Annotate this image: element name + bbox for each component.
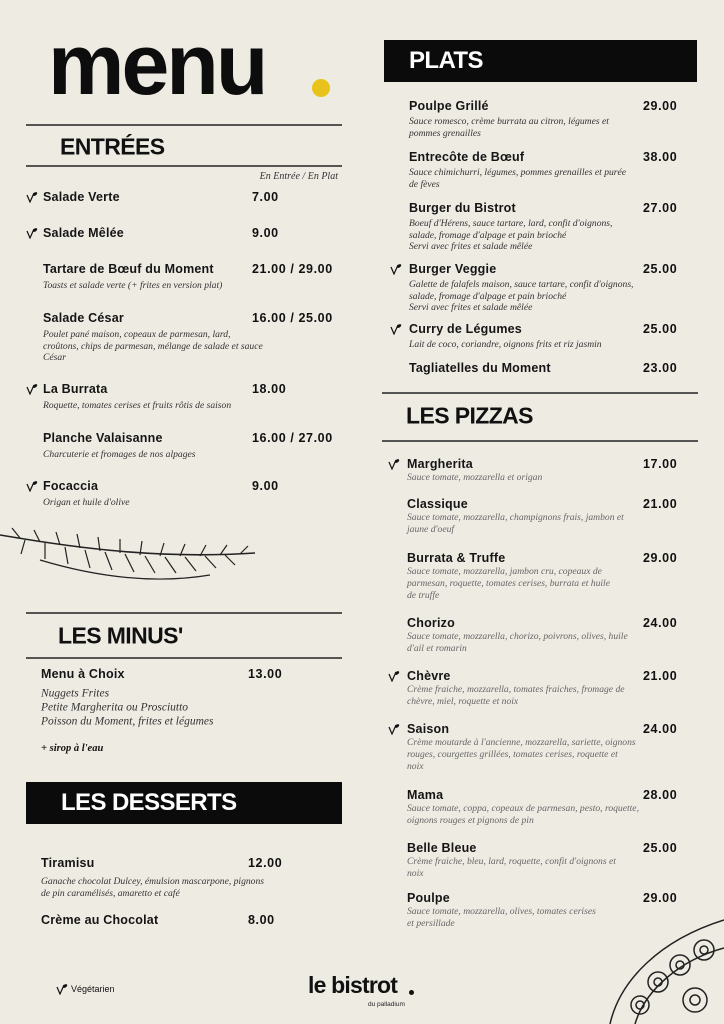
menu-item-name: Chèvre xyxy=(407,669,451,683)
vegetarian-icon xyxy=(388,670,400,682)
menu-item-price: 18.00 xyxy=(252,382,287,396)
menu-item-price: 8.00 xyxy=(248,913,275,927)
menu-item-description: croûtons, chips de parmesan, mélange de salade et sauce xyxy=(43,340,263,352)
section-bar-plats xyxy=(384,40,697,82)
vegetarian-icon xyxy=(390,263,402,275)
brand-logo: le bistrot xyxy=(308,972,398,998)
section-title-entrees: ENTRÉES xyxy=(60,133,165,160)
vegetarian-icon xyxy=(388,723,400,735)
menu-item-price: 25.00 xyxy=(643,841,678,855)
menu-item-price: 29.00 xyxy=(643,891,678,905)
menu-item-description: Servi avec frites et salade mêlée xyxy=(409,241,533,253)
menu-item-price: 13.00 xyxy=(248,667,283,681)
menu-item-name: Tagliatelles du Moment xyxy=(409,361,551,375)
menu-item-description: Origan et huile d'olive xyxy=(43,497,130,509)
menu-item-name: Burger Veggie xyxy=(409,262,497,276)
menu-item-name: Salade Mêlée xyxy=(43,226,124,240)
menu-item-price: 24.00 xyxy=(643,722,678,736)
menu-item-description: pommes grenailles xyxy=(409,127,481,139)
menu-item-description: de fèves xyxy=(409,178,440,190)
menu-item-name: Chorizo xyxy=(407,616,455,630)
vegetarian-icon xyxy=(26,383,38,395)
vegetarian-icon xyxy=(26,227,38,239)
menu-item-name: Tartare de Bœuf du Moment xyxy=(43,262,214,276)
menu-item-description: Servi avec frites et salade mêlée xyxy=(409,302,533,314)
section-title-plats: PLATS xyxy=(409,47,483,74)
menu-item-name: Focaccia xyxy=(43,479,99,493)
menu-item-price: 28.00 xyxy=(643,788,678,802)
menu-item-description: oignons rouges et pignons de pin xyxy=(407,815,534,827)
menu-item-description: Petite Margherita ou Prosciutto xyxy=(41,701,189,714)
vegetarian-legend-label: Végétarien xyxy=(71,984,115,994)
menu-item-price: 12.00 xyxy=(248,856,283,870)
menu-item-description: salade, fromage d'alpage et pain brioché xyxy=(409,229,567,241)
minus-extra-note: + sirop à l'eau xyxy=(41,743,104,754)
menu-item-description: rouges, courgettes grillées, tomates cerises, roquette et xyxy=(407,749,618,761)
menu-item-name: Curry de Légumes xyxy=(409,322,522,336)
vegetarian-icon xyxy=(26,191,38,203)
menu-item-price: 29.00 xyxy=(643,99,678,113)
menu-item-price: 9.00 xyxy=(252,479,279,493)
menu-item-name: La Burrata xyxy=(43,382,108,396)
menu-item-description: Sauce tomate, mozzarella et origan xyxy=(407,472,543,484)
menu-item-description: Toasts et salade verte (+ frites en version plat) xyxy=(43,280,223,292)
brand-logo-subtitle: du palladium xyxy=(368,1001,405,1008)
menu-item-description: Sauce tomate, coppa, copeaux de parmesan, pesto, roquette, xyxy=(407,803,639,815)
menu-item-name: Belle Bleue xyxy=(407,841,477,855)
menu-item-description: Poulet pané maison, copeaux de parmesan, lard, xyxy=(43,329,231,341)
menu-item-price: 17.00 xyxy=(643,457,678,471)
menu-item-description: Roquette, tomates cerises et fruits rôtis de saison xyxy=(43,400,232,412)
brand-logo-dot xyxy=(409,990,414,995)
rosemary-illustration xyxy=(0,515,260,595)
menu-item-price: 21.00 / 29.00 xyxy=(252,262,333,276)
divider xyxy=(26,165,342,167)
menu-item-name: Mama xyxy=(407,788,444,802)
menu-item-price: 24.00 xyxy=(643,616,678,630)
menu-item-name: Tiramisu xyxy=(41,856,95,870)
menu-item-price: 16.00 / 27.00 xyxy=(252,431,333,445)
menu-item-description: jaune d'oeuf xyxy=(407,524,455,536)
menu-item-price: 9.00 xyxy=(252,226,279,240)
menu-item-description: Sauce tomate, mozzarella, chorizo, poivrons, olives, huile xyxy=(407,631,628,643)
menu-item-description: parmesan, roquette, tomates cerises, burrata et huile xyxy=(407,578,610,590)
menu-item-price: 25.00 xyxy=(643,262,678,276)
section-title-desserts: LES DESSERTS xyxy=(61,789,237,816)
divider xyxy=(382,392,698,394)
menu-item-description: Lait de coco, coriandre, oignons frits et riz jasmin xyxy=(409,339,602,351)
menu-item-description: Boeuf d'Hérens, sauce tartare, lard, confit d'oignons, xyxy=(409,218,613,230)
menu-item-description: de truffe xyxy=(407,590,440,602)
menu-item-description: Charcuterie et fromages de nos alpages xyxy=(43,449,196,461)
menu-item-price: 21.00 xyxy=(643,669,678,683)
menu-item-name: Salade Verte xyxy=(43,190,120,204)
menu-item-description: Sauce tomate, mozzarella, olives, tomates cerises xyxy=(407,906,596,918)
menu-logo-title: menu xyxy=(48,17,266,113)
menu-item-description: Sauce romesco, crème burrata au citron, légumes et xyxy=(409,116,609,128)
menu-item-name: Poulpe Grillé xyxy=(409,99,489,113)
menu-item-description: d'ail et romarin xyxy=(407,643,467,655)
vegetarian-icon xyxy=(26,480,38,492)
menu-item-price: 29.00 xyxy=(643,551,678,565)
price-column-header: En Entrée / En Plat xyxy=(259,171,338,182)
section-title-pizzas: LES PIZZAS xyxy=(406,402,533,429)
menu-item-price: 7.00 xyxy=(252,190,279,204)
menu-item-description: salade, fromage d'alpage et pain brioché xyxy=(409,290,567,302)
menu-item-name: Planche Valaisanne xyxy=(43,431,163,445)
menu-item-price: 27.00 xyxy=(643,201,678,215)
menu-item-price: 21.00 xyxy=(643,497,678,511)
menu-item-price: 16.00 / 25.00 xyxy=(252,311,333,325)
menu-item-name: Classique xyxy=(407,497,468,511)
menu-item-name: Menu à Choix xyxy=(41,667,125,681)
menu-item-description: noix xyxy=(407,868,424,880)
logo-accent-dot xyxy=(312,79,330,97)
menu-item-description: de pin caramélisés, amaretto et café xyxy=(41,887,180,899)
divider xyxy=(382,440,698,442)
menu-item-name: Crème au Chocolat xyxy=(41,913,159,927)
menu-item-description: Sauce chimichurri, légumes, pommes grenailles et purée xyxy=(409,167,627,179)
menu-item-description: Nuggets Frites xyxy=(41,687,110,700)
menu-item-description: Galette de falafels maison, sauce tartare, confit d'oignons, xyxy=(409,279,634,291)
menu-item-description: César xyxy=(43,352,66,364)
menu-item-description: Sauce tomate, mozzarella, champignons frais, jambon et xyxy=(407,512,624,524)
menu-item-name: Margherita xyxy=(407,457,473,471)
menu-item-name: Entrecôte de Bœuf xyxy=(409,150,525,164)
divider xyxy=(26,657,342,659)
menu-item-price: 25.00 xyxy=(643,322,678,336)
section-bar-desserts xyxy=(26,782,342,824)
menu-item-description: Poisson du Moment, frites et légumes xyxy=(41,715,214,728)
menu-item-name: Burrata & Truffe xyxy=(407,551,506,565)
vegetarian-icon xyxy=(56,983,68,995)
menu-item-name: Saison xyxy=(407,722,450,736)
menu-item-description: Crème moutarde à l'ancienne, mozzarella, sariette, oignons xyxy=(407,737,636,749)
menu-item-price: 23.00 xyxy=(643,361,678,375)
divider xyxy=(26,612,342,614)
menu-item-description: Sauce tomate, mozzarella, jambon cru, copeaux de xyxy=(407,566,602,578)
menu-item-description: noix xyxy=(407,761,424,773)
menu-item-name: Burger du Bistrot xyxy=(409,201,516,215)
vegetarian-icon xyxy=(388,458,400,470)
menu-item-description: Crème fraiche, mozzarella, tomates fraiches, fromage de xyxy=(407,684,625,696)
menu-item-name: Salade César xyxy=(43,311,124,325)
section-title-minus: LES MINUS' xyxy=(58,622,183,649)
menu-item-name: Poulpe xyxy=(407,891,450,905)
menu-item-price: 38.00 xyxy=(643,150,678,164)
menu-item-description: chèvre, miel, roquette et noix xyxy=(407,696,519,708)
vegetarian-icon xyxy=(390,323,402,335)
divider xyxy=(26,124,342,126)
menu-item-description: Crème fraiche, bleu, lard, roquette, confit d'oignons et xyxy=(407,856,616,868)
menu-item-description: Ganache chocolat Dulcey, émulsion mascarpone, pignons xyxy=(41,876,265,888)
menu-item-description: et persillade xyxy=(407,918,455,930)
octopus-illustration xyxy=(600,910,724,1024)
